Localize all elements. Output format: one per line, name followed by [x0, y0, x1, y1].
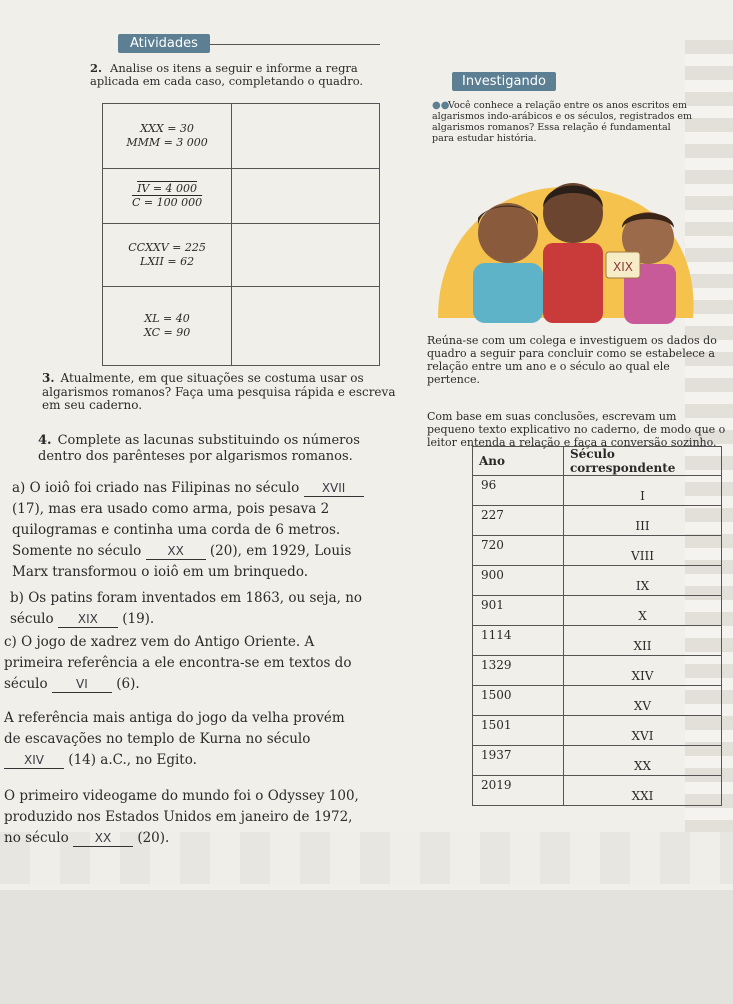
- answer-cell[interactable]: [232, 104, 380, 169]
- roman-rules-table: [102, 103, 380, 366]
- table-row: [473, 536, 722, 566]
- table-row: [473, 566, 722, 596]
- table-row: [473, 506, 722, 536]
- investigando-intro: ●●Você conhece a relação entre os anos escritos em algarismos indo-arábicos e os séculos, registrados em algarismos romanos? Essa relação é fundamental para estudar história.: [432, 100, 692, 144]
- question-2: 2. Analise os itens a seguir e informe a regra aplicada em cada caso, completando o quadro.: [90, 61, 364, 88]
- item-a: a) O ioiô foi criado nas Filipinas no século XVII (17), mas era usado como arma, pois pesava 2 quilogramas e continha uma corda de 6 metros. Somente no século XX (20), em 1929, Louis Marx transformou o ioiô em um brinquedo.: [12, 478, 372, 583]
- year-century-table: [472, 446, 722, 806]
- item-e: O primeiro videogame do mundo foi o Odyssey 100, produzido nos Estados Unidos em janeiro de 1972, no século XX (20).: [4, 788, 359, 846]
- answer-blank[interactable]: XVII: [304, 480, 364, 497]
- people-icon: ●●: [432, 100, 450, 111]
- section-divider: [210, 44, 380, 45]
- column-header-year: Ano: [473, 447, 564, 476]
- sign-text: XIX: [613, 260, 633, 274]
- investigando-badge: Investigando: [452, 72, 556, 91]
- table-row: [473, 686, 722, 716]
- investigando-instructions: Reúna-se com um colega e investiguem os dados do quadro a seguir para concluir como se estabelece a relação entre um ano e o século ao qual ele pertence.: [427, 334, 717, 386]
- year-cell: 1114: [473, 626, 564, 656]
- year-cell: 1329: [473, 656, 564, 686]
- century-cell: XXI: [564, 776, 722, 806]
- table-row: XXX = 30 MMM = 3 000: [103, 104, 380, 169]
- century-cell: III: [564, 506, 722, 536]
- table-row: [473, 716, 722, 746]
- section-badge: Atividades: [118, 34, 210, 53]
- year-cell: 2019: [473, 776, 564, 806]
- answer-cell[interactable]: [232, 287, 380, 366]
- century-cell: VIII: [564, 536, 722, 566]
- answer-blank[interactable]: XIV: [4, 752, 64, 769]
- year-cell: 96: [473, 476, 564, 506]
- question-3: 3. Atualmente, em que situações se costuma usar os algarismos romanos? Faça uma pesquisa rápida e escreva em seu caderno.: [42, 371, 396, 412]
- kids-illustration: [428, 168, 698, 328]
- year-cell: 1501: [473, 716, 564, 746]
- answer-blank[interactable]: VI: [52, 676, 112, 693]
- table-row: [473, 746, 722, 776]
- century-cell: XVI: [564, 716, 722, 746]
- investigando-task: Com base em suas conclusões, escrevam um pequeno texto explicativo no caderno, de modo que o leitor entenda a relação e faça a conversão sozinho.: [427, 410, 726, 449]
- table-row: [473, 776, 722, 806]
- table-row: CCXXV = 225 LXII = 62: [103, 224, 380, 287]
- year-cell: 1937: [473, 746, 564, 776]
- answer-blank[interactable]: XX: [73, 830, 133, 847]
- century-cell: XX: [564, 746, 722, 776]
- answer-cell[interactable]: [232, 224, 380, 287]
- century-cell: XIV: [564, 656, 722, 686]
- year-cell: 720: [473, 536, 564, 566]
- table-row: [473, 596, 722, 626]
- table-row: [473, 476, 722, 506]
- page-shadow: [0, 890, 733, 1004]
- century-cell: IX: [564, 566, 722, 596]
- item-c: c) O jogo de xadrez vem do Antigo Oriente. A primeira referência a ele encontra-se em textos do século VI (6).: [4, 634, 352, 692]
- century-cell: X: [564, 596, 722, 626]
- table-row: XL = 40 XC = 90: [103, 287, 380, 366]
- table-row: IV = 4 000 C = 100 000: [103, 169, 380, 224]
- table-row: [473, 626, 722, 656]
- year-cell: 900: [473, 566, 564, 596]
- century-cell: XII: [564, 626, 722, 656]
- year-cell: 1500: [473, 686, 564, 716]
- table-row: [473, 656, 722, 686]
- answer-blank[interactable]: XIX: [58, 611, 118, 628]
- century-cell: XV: [564, 686, 722, 716]
- answer-cell[interactable]: [232, 169, 380, 224]
- answer-blank[interactable]: XX: [146, 543, 206, 560]
- year-cell: 901: [473, 596, 564, 626]
- question-4: 4. Complete as lacunas substituindo os números dentro dos parênteses por algarismos romanos.: [38, 433, 360, 464]
- item-d: A referência mais antiga do jogo da velha provém de escavações no templo de Kurna no século XIV (14) a.C., no Egito.: [4, 710, 345, 768]
- century-cell: I: [564, 476, 722, 506]
- column-header-century: Século correspondente: [564, 447, 722, 476]
- item-b: b) Os patins foram inventados em 1863, ou seja, no século XIX (19).: [10, 590, 363, 627]
- year-cell: 227: [473, 506, 564, 536]
